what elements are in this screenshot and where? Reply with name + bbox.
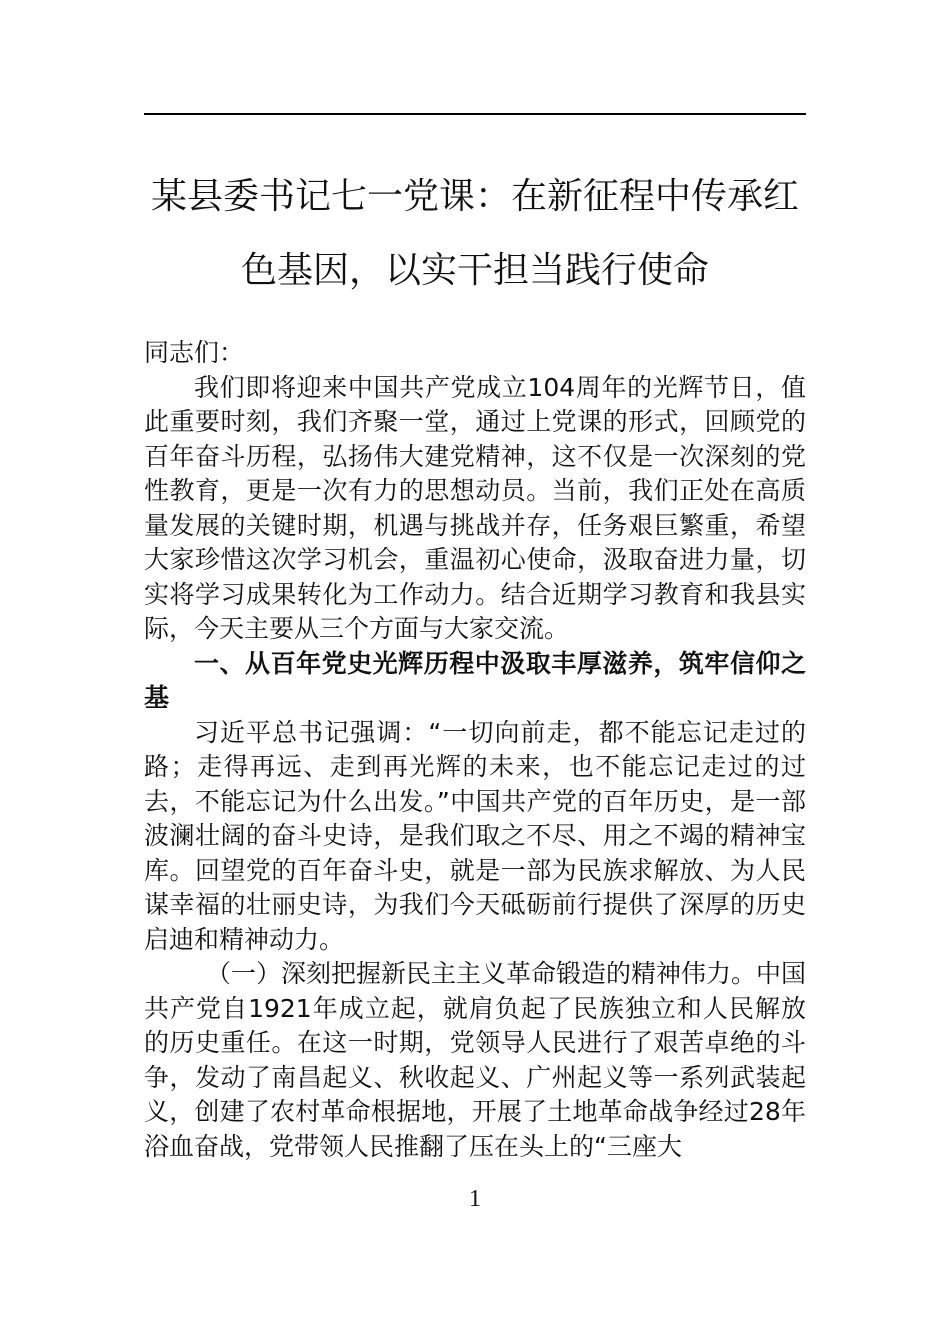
title-line-2: 色基因，以实干担当践行使命 [240, 250, 709, 291]
salutation: 同志们： [144, 338, 245, 367]
page-number: 1 [469, 1186, 481, 1212]
subsection-paragraph: （一）深刻把握新民主主义革命锻造的精神伟力。中国共产党自1921年成立起，就肩负起了民族独立和人民解放的历史重任。在这一时期，党领导人民进行了艰苦卓绝的斗争，发动了南昌起义、秋收起义、广州起义等一系列武装起义，创建了农村革命根据地，开展了土地革命战争经过28年浴血奋战，党带领人民推翻了压在头上的“三座大 [144, 959, 807, 1161]
quote-paragraph: 习近平总书记强调：“一切向前走，都不能忘记走过的路；走得再远、走到再光辉的未来，也不能忘记走过的过去，不能忘记为什么出发。”中国共产党的百年历史，是一部波澜壮阔的奋斗史诗，是我们取之不尽、用之不竭的精神宝库。回望党的百年奋斗史，就是一部为民族求解放、为人民谋幸福的壮丽史诗，为我们今天砥砺前行提供了深厚的历史启迪和精神动力。 [144, 717, 806, 954]
document-body [144, 336, 806, 1164]
intro-paragraph: 我们即将迎来中国共产党成立104周年的光辉节日，值此重要时刻，我们齐聚一堂，通过上党课的形式，回顾党的百年奋斗历程，弘扬伟大建党精神，这不仅是一次深刻的党性教育，更是一次有力的思想动员。当前，我们正处在高质量发展的关键时期，机遇与挑战并存，任务艰巨繁重，希望大家珍惜这次学习机会，重温初心使命，汲取奋进力量，切实将学习成果转化为工作动力。结合近期学习教育和我县实际，今天主要从三个方面与大家交流。 [144, 372, 806, 643]
header-rule [144, 113, 806, 115]
document-title [144, 160, 806, 308]
section-heading: 一、从百年党史光辉历程中汲取丰厚滋养，筑牢信仰之基 [144, 648, 806, 712]
title-line-1: 某县委书记七一党课：在新征程中传承红 [150, 176, 799, 217]
